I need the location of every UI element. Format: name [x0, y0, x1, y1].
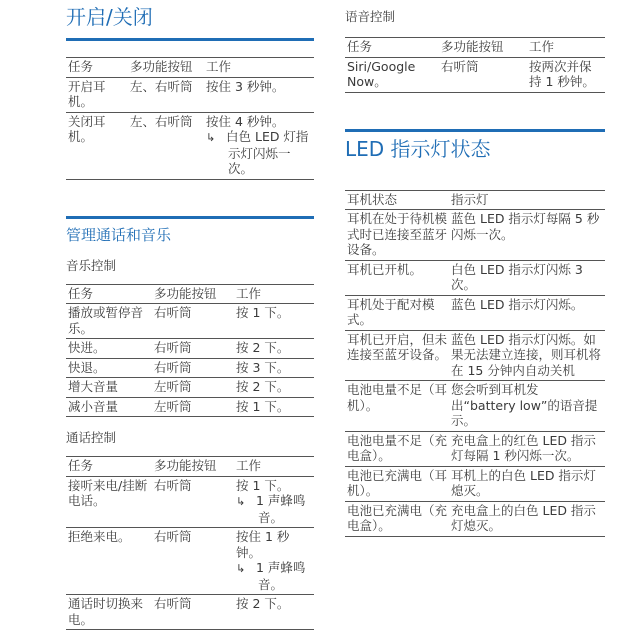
task-cell: 拒绝来电。 [68, 529, 131, 544]
result-line [206, 129, 312, 177]
task-cell: 关闭耳机。 [68, 113, 106, 144]
call-table [66, 456, 314, 630]
task-cell: 播放或暂停音乐。 [68, 305, 144, 336]
task-cell: 开启耳机。 [68, 78, 106, 109]
action-cell [204, 112, 314, 179]
button-cell: 左听筒 [154, 398, 192, 414]
col-header-action: 工作 [529, 39, 555, 54]
button-cell: 右听筒 [441, 58, 479, 74]
call-subtitle: 通话控制 [66, 430, 117, 445]
result-line [236, 493, 312, 525]
action-cell: 按 2 下。 [236, 379, 290, 394]
status-cell: 耳机已开机。 [347, 261, 423, 277]
status-cell: 电池已充满电（耳机）。 [347, 467, 448, 498]
action-text: 按住 1 秒钟。 [236, 529, 290, 560]
indicator-cell: 白色 LED 指示灯闪烁 3 次。 [451, 261, 583, 292]
table-row [66, 476, 314, 528]
table-row [345, 210, 605, 261]
action-cell: 按住 3 秒钟。 [206, 78, 285, 94]
section-divider [66, 216, 314, 219]
action-cell: 按 2 下。 [236, 340, 290, 355]
col-header-action: 工作 [236, 285, 262, 301]
table-row [345, 330, 605, 381]
led-title: LED 指示灯状态 [345, 136, 491, 161]
button-cell: 左、右听筒 [130, 78, 193, 94]
table-row [66, 112, 314, 179]
music-subtitle: 音乐控制 [66, 257, 117, 273]
status-cell: 耳机在处于待机模式时已连接至蓝牙设备。 [347, 211, 448, 257]
onoff-table [66, 57, 314, 180]
result-text: 1 声蜂鸣音。 [256, 493, 306, 525]
onoff-section [66, 0, 314, 36]
col-header-button: 多功能按钮 [154, 285, 217, 301]
task-cell: 接听来电/挂断电话。 [68, 477, 148, 508]
status-cell: 电池电量不足（耳机）。 [347, 382, 448, 413]
table-row [66, 595, 314, 630]
indicator-cell: 充电盒上的红色 LED 指示灯每隔 1 秒闪烁一次。 [451, 432, 596, 463]
table-row [66, 378, 314, 398]
result-line [236, 560, 312, 592]
indicator-cell: 您会听到耳机发出“battery low”的语音提示。 [451, 382, 598, 428]
action-cell [234, 476, 314, 528]
action-cell: 按两次并保持 1 秒钟。 [529, 58, 595, 89]
result-arrow-icon: ↳ [206, 131, 216, 144]
col-header-button: 多功能按钮 [441, 39, 504, 54]
col-header-task: 任务 [68, 285, 94, 301]
action-cell: 按 1 下。 [236, 398, 290, 414]
task-cell: 增大音量 [68, 379, 119, 394]
voice-subtitle: 语音控制 [345, 9, 396, 24]
button-cell: 左听筒 [154, 379, 192, 394]
table-row [345, 501, 605, 536]
table-row [345, 381, 605, 432]
task-cell: Siri/Google Now。 [347, 58, 416, 89]
indicator-cell: 蓝色 LED 指示灯闪烁。如果无法建立连接，则耳机将在 15 分钟内自动关机 [451, 331, 602, 378]
button-cell: 右听筒 [154, 340, 192, 355]
table-row [66, 358, 314, 378]
table-row [66, 339, 314, 359]
led-table [345, 190, 605, 537]
action-text: 按 1 下。 [236, 477, 290, 493]
indicator-cell: 蓝色 LED 指示灯闪烁。 [451, 296, 584, 312]
action-cell: 按 1 下。 [236, 305, 290, 320]
task-cell: 通话时切换来电。 [68, 596, 144, 627]
status-cell: 电池电量不足（充电盒）。 [347, 432, 448, 463]
col-header-task: 任务 [68, 458, 94, 473]
action-cell [234, 528, 314, 595]
table-row [345, 57, 605, 92]
col-header-action: 工作 [206, 59, 232, 74]
table-row [345, 260, 605, 295]
music-table [66, 284, 314, 418]
task-cell: 快退。 [68, 359, 106, 375]
action-text: 按住 4 秒钟。 [206, 113, 285, 129]
result-arrow-icon: ↳ [236, 562, 246, 575]
task-cell: 减小音量 [68, 398, 119, 414]
action-cell: 按 2 下。 [236, 596, 290, 611]
col-header-button: 多功能按钮 [130, 59, 193, 74]
button-cell: 右听筒 [154, 596, 192, 611]
status-cell: 耳机已开启，但未连接至蓝牙设备。 [347, 331, 448, 362]
status-cell: 耳机处于配对模式。 [347, 296, 435, 327]
table-row [345, 466, 605, 501]
table-row [66, 397, 314, 417]
table-row [66, 528, 314, 595]
indicator-cell: 蓝色 LED 指示灯每隔 5 秒闪烁一次。 [451, 211, 600, 242]
button-cell: 右听筒 [154, 477, 192, 493]
indicator-cell: 耳机上的白色 LED 指示灯熄灭。 [451, 467, 596, 498]
action-cell: 按 3 下。 [236, 359, 290, 375]
col-header-action: 工作 [236, 458, 262, 473]
table-row [345, 431, 605, 466]
result-text: 1 声蜂鸣音。 [256, 560, 306, 592]
task-cell: 快进。 [68, 340, 106, 355]
col-header-task: 任务 [68, 59, 94, 74]
table-row [66, 77, 314, 112]
result-text: 白色 LED 灯指示灯闪烁一次。 [226, 129, 309, 176]
onoff-title: 开启/关闭 [66, 5, 153, 29]
result-arrow-icon: ↳ [236, 495, 246, 508]
button-cell: 右听筒 [154, 529, 192, 544]
status-cell: 电池已充满电（充电盒）。 [347, 502, 448, 533]
col-header-task: 任务 [347, 39, 373, 54]
button-cell: 右听筒 [154, 305, 192, 320]
table-row [345, 295, 605, 330]
section-divider [66, 38, 314, 41]
table-row [66, 304, 314, 339]
col-header-status: 耳机状态 [347, 191, 398, 207]
col-header-indicator: 指示灯 [451, 191, 489, 207]
button-cell: 左、右听筒 [130, 113, 193, 129]
col-header-button: 多功能按钮 [154, 458, 217, 473]
indicator-cell: 充电盒上的白色 LED 指示灯熄灭。 [451, 502, 596, 533]
voice-table [345, 37, 605, 93]
button-cell: 右听筒 [154, 359, 192, 375]
calls-music-title: 管理通话和音乐 [66, 225, 172, 244]
right-column [345, 0, 605, 537]
section-divider [345, 129, 605, 132]
left-column [66, 0, 314, 630]
